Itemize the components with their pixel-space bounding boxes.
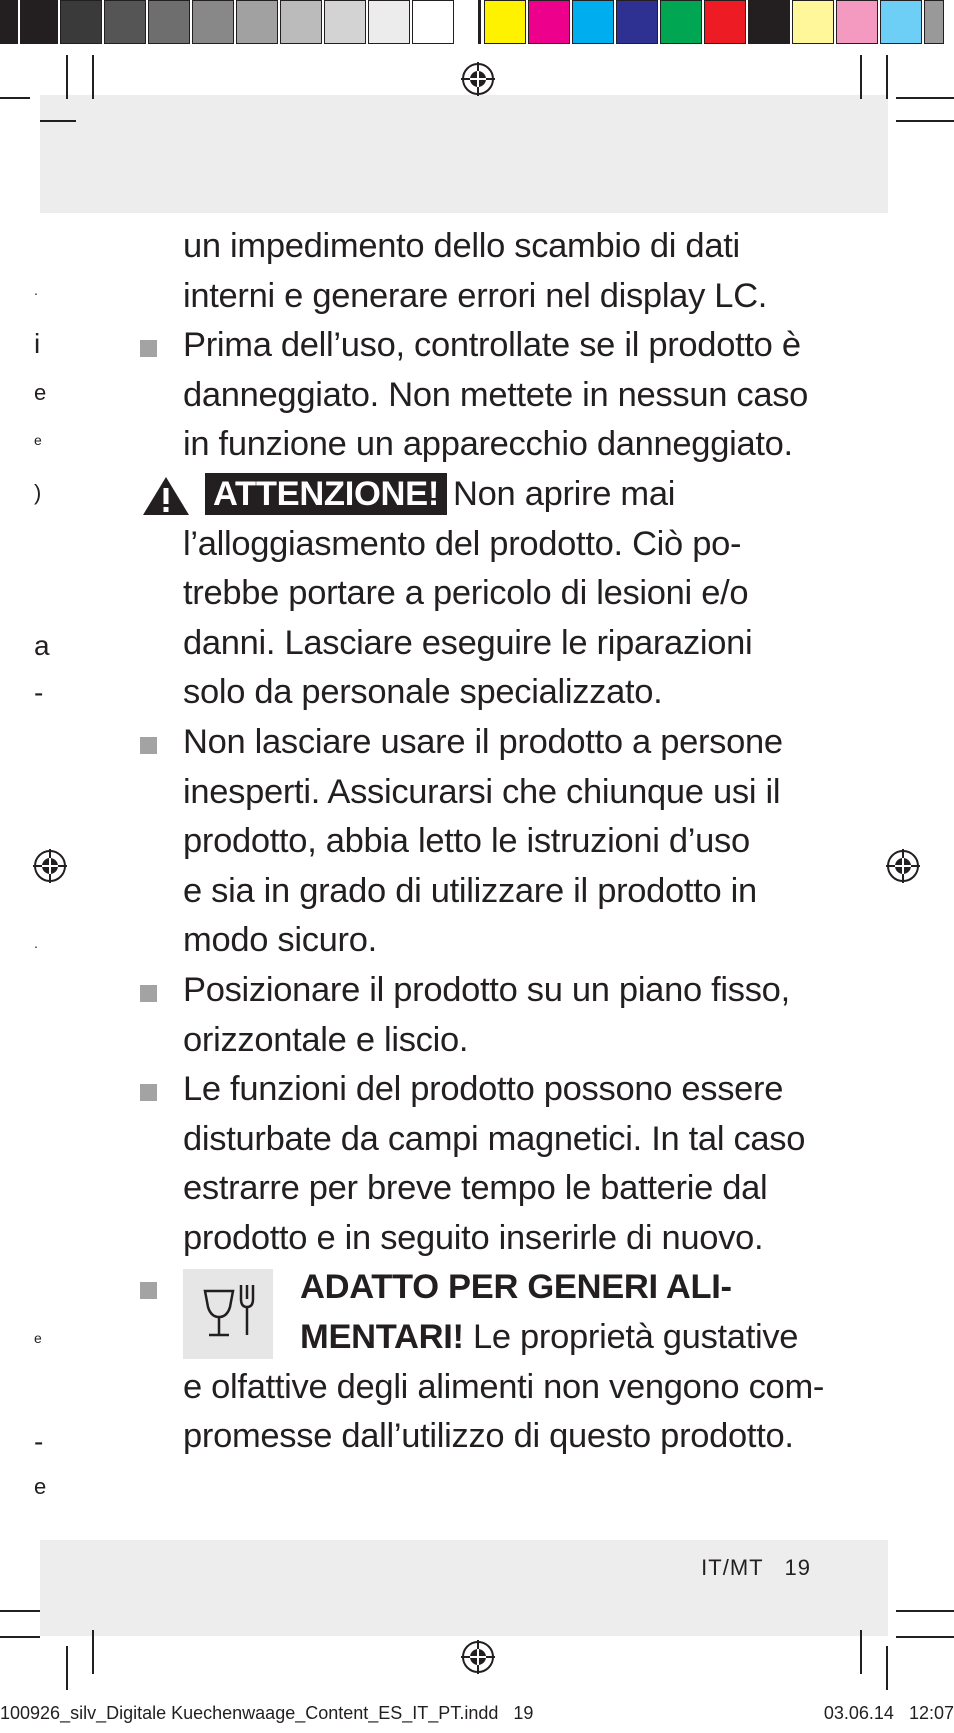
bullet-square-icon (140, 340, 157, 357)
text-line: prodotto e in seguito inserirle di nuovo. (183, 1218, 764, 1257)
text-line: l’alloggiasmento del prodotto. Ciò po- (183, 524, 742, 563)
margin-char: e (34, 1330, 42, 1346)
swatch (616, 0, 658, 44)
margin-char: . (34, 282, 38, 298)
crop-mark (886, 1646, 888, 1690)
crop-mark (860, 55, 862, 99)
swatch (60, 0, 102, 44)
text-line (140, 1313, 850, 1363)
registration-mark-icon (886, 849, 920, 883)
list-item (140, 1065, 850, 1115)
swatch (572, 0, 614, 44)
bullet-square-icon (140, 985, 157, 1002)
crop-mark (92, 55, 94, 99)
list-item (140, 718, 850, 768)
food-safe-heading-cont: MENTARI! (300, 1318, 464, 1357)
text-line: interni e generare errori nel display LC. (183, 276, 768, 315)
crop-mark (0, 97, 30, 99)
registration-mark-icon (461, 62, 495, 96)
text-line: promesse dall’utilizzo di questo prodotto. (183, 1417, 794, 1456)
warning-item (140, 470, 850, 520)
text-line: Non lasciare usare il prodotto a persone (183, 722, 783, 761)
text-line: solo da personale specializzato. (183, 673, 663, 712)
list-item (140, 966, 850, 1016)
swatch (104, 0, 146, 44)
swatch (704, 0, 746, 44)
text-line: Non aprire mai (453, 474, 676, 513)
safety-instructions (140, 222, 850, 1462)
swatch (880, 0, 922, 44)
bullet-square-icon (140, 1282, 157, 1299)
crop-mark (66, 1646, 68, 1690)
slug-filename: 100926_silv_Digitale Kuechenwaage_Content_ES_IT_PT.indd 19 (0, 1703, 534, 1723)
text-line: e olfattive degli alimenti non vengono com- (183, 1367, 825, 1406)
margin-char: i (34, 328, 41, 359)
text-line: Le proprietà gustative (472, 1318, 799, 1357)
text-line: danni. Lasciare eseguire le riparazioni (183, 623, 753, 662)
registration-mark-icon (461, 1640, 495, 1674)
warning-label: ATTENZIONE! (205, 473, 447, 515)
bullet-square-icon (140, 737, 157, 754)
color-calibration-bar (0, 0, 456, 47)
margin-char: e (34, 432, 42, 448)
swatch (836, 0, 878, 44)
text-line: danneggiato. Non mettete in nessun caso (183, 375, 809, 414)
margin-char: . (34, 935, 38, 951)
text-line: disturbate da campi magnetici. In tal caso (183, 1119, 806, 1158)
colorbar-divider (478, 0, 481, 44)
color-calibration-bar-process (484, 0, 946, 47)
swatch (660, 0, 702, 44)
text-line: prodotto, abbia letto le istruzioni d’uso (183, 822, 750, 861)
food-safe-heading: ADATTO PER GENERI ALI- (300, 1268, 732, 1307)
list-item (140, 1263, 850, 1313)
text-line: inesperti. Assicurarsi che chiunque usi il (183, 772, 781, 811)
page-number: IT/MT 19 (701, 1555, 811, 1580)
swatch (0, 0, 18, 44)
crop-mark (896, 120, 954, 122)
text-line: trebbe portare a pericolo di lesioni e/o (183, 574, 749, 613)
swatch (20, 0, 58, 44)
text-line: estrarre per breve tempo le batterie dal (183, 1169, 768, 1208)
list-item (140, 321, 850, 371)
margin-char: - (34, 1426, 44, 1457)
swatch (192, 0, 234, 44)
text-line: Prima dell’uso, controllate se il prodotto è (183, 326, 801, 365)
margin-char: ) (34, 480, 42, 505)
crop-mark (92, 1630, 94, 1674)
swatch (792, 0, 834, 44)
margin-char: a (34, 630, 50, 661)
crop-mark (860, 1630, 862, 1674)
crop-mark (0, 1610, 40, 1612)
crop-mark (66, 55, 68, 99)
swatch (412, 0, 454, 44)
warning-triangle-icon (141, 475, 191, 517)
crop-mark (886, 55, 888, 99)
swatch (924, 0, 944, 44)
slug-datetime: 03.06.14 12:07 (823, 1703, 954, 1723)
swatch (528, 0, 570, 44)
swatch (368, 0, 410, 44)
text-line: Le funzioni del prodotto possono essere (183, 1070, 784, 1109)
text-line: modo sicuro. (183, 921, 377, 960)
bullet-square-icon (140, 1084, 157, 1101)
text-line: un impedimento dello scambio di dati (183, 227, 740, 265)
text-line: in funzione un apparecchio danneggiato. (183, 425, 793, 464)
registration-mark-icon (33, 849, 67, 883)
text-line: orizzontale e liscio. (183, 1020, 469, 1059)
swatch (324, 0, 366, 44)
margin-char: - (34, 677, 44, 708)
text-line: Posizionare il prodotto su un piano fisso, (183, 970, 790, 1009)
crop-mark (40, 120, 76, 122)
swatch (748, 0, 790, 44)
crop-mark (0, 1636, 40, 1638)
header-band (40, 95, 888, 213)
swatch (484, 0, 526, 44)
crop-mark (896, 1636, 954, 1638)
crop-mark (896, 1610, 954, 1612)
swatch (148, 0, 190, 44)
margin-char: e (34, 1474, 47, 1499)
margin-char: e (34, 380, 47, 405)
swatch (236, 0, 278, 44)
text-line: e sia in grado di utilizzare il prodotto in (183, 871, 757, 910)
swatch (280, 0, 322, 44)
crop-mark (896, 97, 954, 99)
